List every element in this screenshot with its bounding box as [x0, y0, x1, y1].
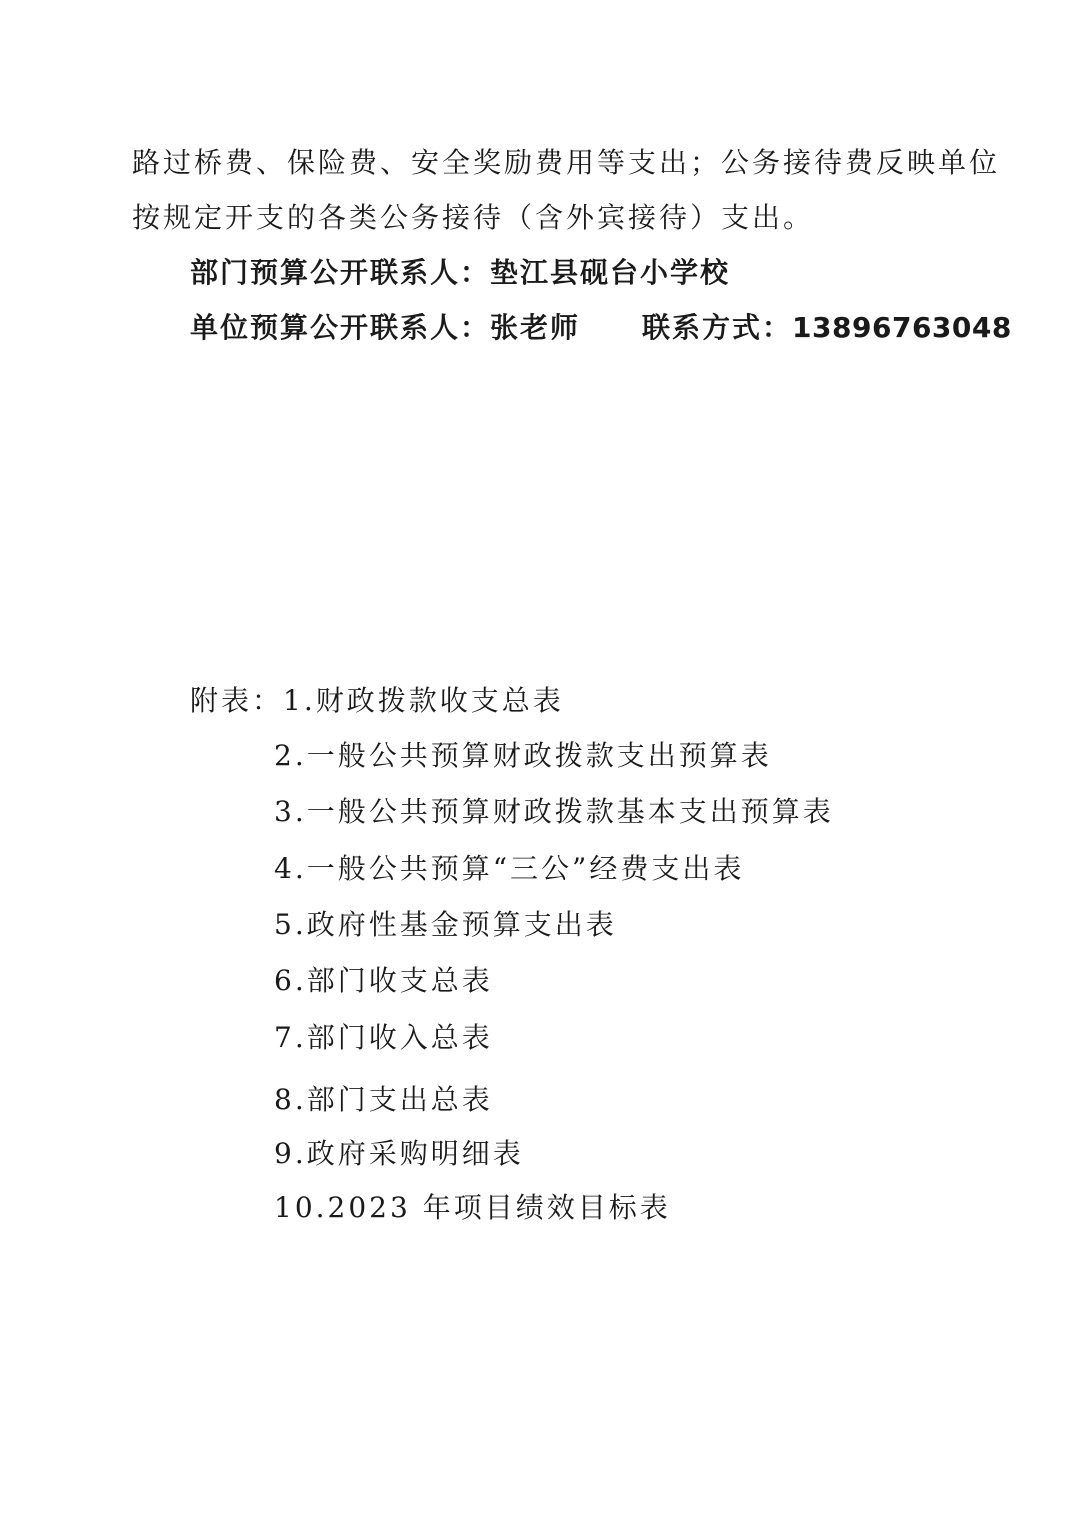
annex-item-4: 4.一般公共预算“三公”经费支出表 [274, 852, 745, 885]
annex-item-8: 8.部门支出总表 [274, 1083, 493, 1116]
annex-label [190, 683, 564, 719]
unit-contact-line [190, 310, 1012, 346]
phone-label: 联系方式： [642, 311, 793, 344]
annex-item-3: 3.一般公共预算财政拨款基本支出预算表 [274, 795, 834, 828]
dept-contact-label: 部门预算公开联系人： [190, 256, 491, 289]
phone-value: 13896763048 [792, 311, 1012, 344]
annex-item-7: 7.部门收入总表 [274, 1021, 493, 1054]
annex-item-1: 1.财政拨款收支总表 [283, 684, 564, 717]
annex-item-9: 9.政府采购明细表 [274, 1137, 524, 1170]
dept-contact-line [190, 255, 730, 291]
body-text-line-2: 按规定开支的各类公务接待（含外宾接待）支出。 [132, 201, 815, 234]
annex-item-6: 6.部门收支总表 [274, 964, 493, 997]
annex-item-10: 10.2023 年项目绩效目标表 [274, 1191, 671, 1224]
body-text-line-1: 路过桥费、保险费、安全奖励费用等支出；公务接待费反映单位 [132, 146, 1001, 179]
annex-item-2: 2.一般公共预算财政拨款支出预算表 [274, 739, 772, 772]
annex-item-5: 5.政府性基金预算支出表 [274, 908, 617, 941]
annex-label-text: 附表： [190, 684, 284, 717]
unit-contact-label: 单位预算公开联系人： [190, 311, 491, 344]
unit-contact-value: 张老师 [490, 311, 581, 344]
dept-contact-value: 垫江县砚台小学校 [490, 256, 731, 289]
